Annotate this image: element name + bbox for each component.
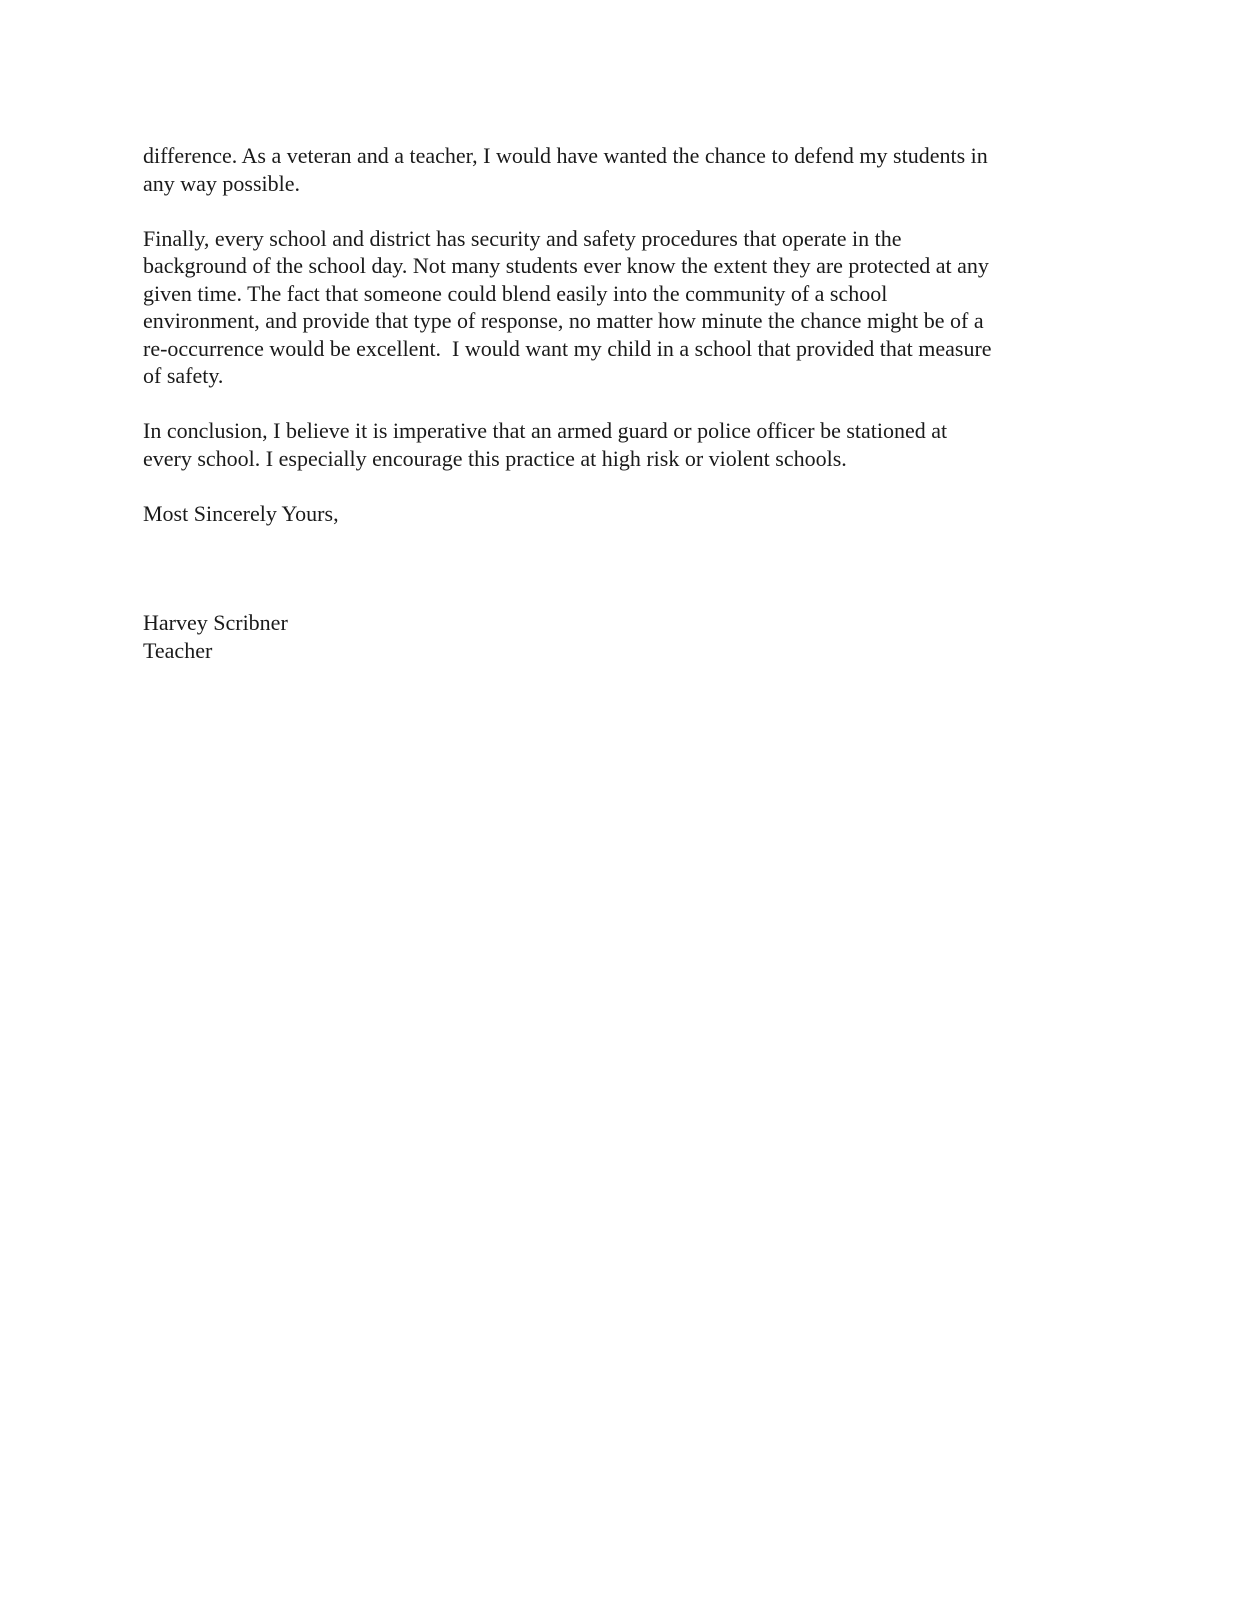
text-line: re-occurrence would be excellent. I would want my child in a school that provided that measure [143,335,992,361]
text-line: background of the school day. Not many students ever know the extent they are protected at any [143,253,989,278]
text-line: any way possible. [143,170,301,196]
text-line: given time. The fact that someone could blend easily into the community of a school [143,280,888,306]
text-line: environment, and provide that type of response, no matter how minute the chance might be of a [143,308,984,333]
signer-title: Teacher [143,637,213,663]
text-line: of safety. [143,363,224,388]
paragraph-3 [143,417,1078,472]
letter-closing: Most Sincerely Yours, [143,500,339,526]
signer-name: Harvey Scribner [143,610,288,635]
text-line: Finally, every school and district has security and safety procedures that operate in the [143,225,902,251]
signature-block [143,609,1078,664]
text-line: every school. I especially encourage this practice at high risk or violent schools. [143,445,847,471]
paragraph-1 [143,142,1078,197]
text-line: In conclusion, I believe it is imperative that an armed guard or police officer be stationed at [143,418,948,443]
paragraph-2 [143,225,1078,390]
signature-space [143,527,1078,609]
text-line: difference. As a veteran and a teacher, I would have wanted the chance to defend my students in [143,143,988,168]
letter-body [143,142,1078,664]
